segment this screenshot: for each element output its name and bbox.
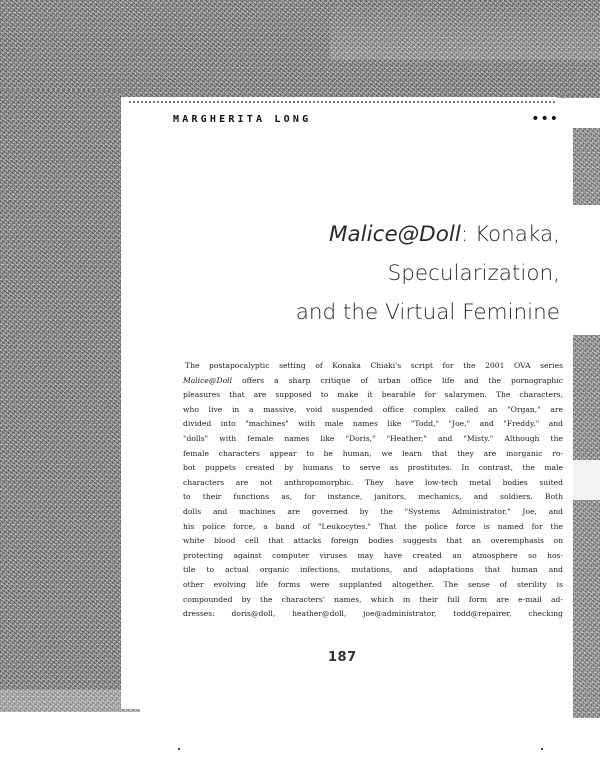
running-header	[173, 111, 559, 130]
body-line: to their functions as, for instance, janitors, mechanics, and soldiers. Both	[183, 492, 563, 502]
scan-noise-left	[0, 90, 122, 690]
body-line: The postapocalyptic setting of Konaka Chiaki's script for the 2001 OVA series	[185, 361, 563, 370]
page-number: 187	[328, 650, 357, 665]
author-name: MARGHERITA LONG	[173, 114, 312, 125]
body-line: protecting against computer viruses may have created an atmosphere so hos-	[183, 550, 563, 560]
title-line-2: Specularization,	[387, 261, 560, 286]
body-line: characters are not anthropomorphic. They have low-tech metal bodies suited	[183, 477, 563, 487]
body-line: dresses: doris@doll, heather@doll, joe@administrator, todd@repairer, checking	[183, 609, 563, 619]
scan-speck	[178, 748, 180, 750]
body-line: "dolls" with female names like "Doris," "Heather," and "Misty." Although the	[183, 433, 563, 443]
body-line: who live in a massive, void suspended office complex called an "Organ," are	[183, 404, 563, 414]
scan-noise-fade	[330, 0, 600, 60]
title-italic-part: Malice@Doll	[328, 222, 461, 247]
title-line-1-rest: : Konaka,	[460, 222, 560, 247]
body-line: female characters appear to be human, we learn that they are inorganic ro-	[183, 448, 563, 458]
body-line: dolls and machines are governed by the "Systems Administrator," Joe, and	[183, 506, 563, 516]
body-line: compounded by the characters' names, which in their full form are e-mail ad-	[183, 594, 563, 604]
chapter-title	[140, 215, 560, 332]
body-line: divided into "machines" with male names like "Todd," "Joe," and "Freddy," and	[183, 419, 563, 429]
body-line: other evolving life forms were supplanted altogether. The sense of sterility is	[183, 579, 563, 589]
document-page	[121, 97, 573, 709]
scan-margin-gap	[573, 460, 600, 500]
ornament-dots-icon: •••	[531, 111, 559, 127]
scan-margin-gap	[573, 205, 600, 335]
body-line: his police force, a band of "Leukocytes." That the police force is named for the	[183, 521, 563, 531]
work-title-italic: Malice@Doll	[183, 375, 233, 385]
body-line: tile to actual organic infections, mutations, and adaptations that human and	[183, 565, 563, 575]
body-line: pleasures that are supposed to make it bearable for salarymen. The characters,	[183, 390, 563, 400]
title-line-3: and the Virtual Feminine	[295, 300, 560, 325]
title-line-1	[140, 215, 560, 254]
body-line: white blood cell that attacks foreign bodies suggests that an overemphasis on	[183, 536, 563, 546]
body-line: bot puppets created by humans to serve as prostitutes. In contrast, the male	[183, 463, 563, 473]
body-paragraph	[183, 359, 563, 622]
scan-noise-left-bottom	[0, 690, 140, 712]
body-line: Malice@Doll offers a sharp critique of urban office life and the pornographic	[183, 375, 563, 385]
scan-speck	[541, 748, 543, 750]
